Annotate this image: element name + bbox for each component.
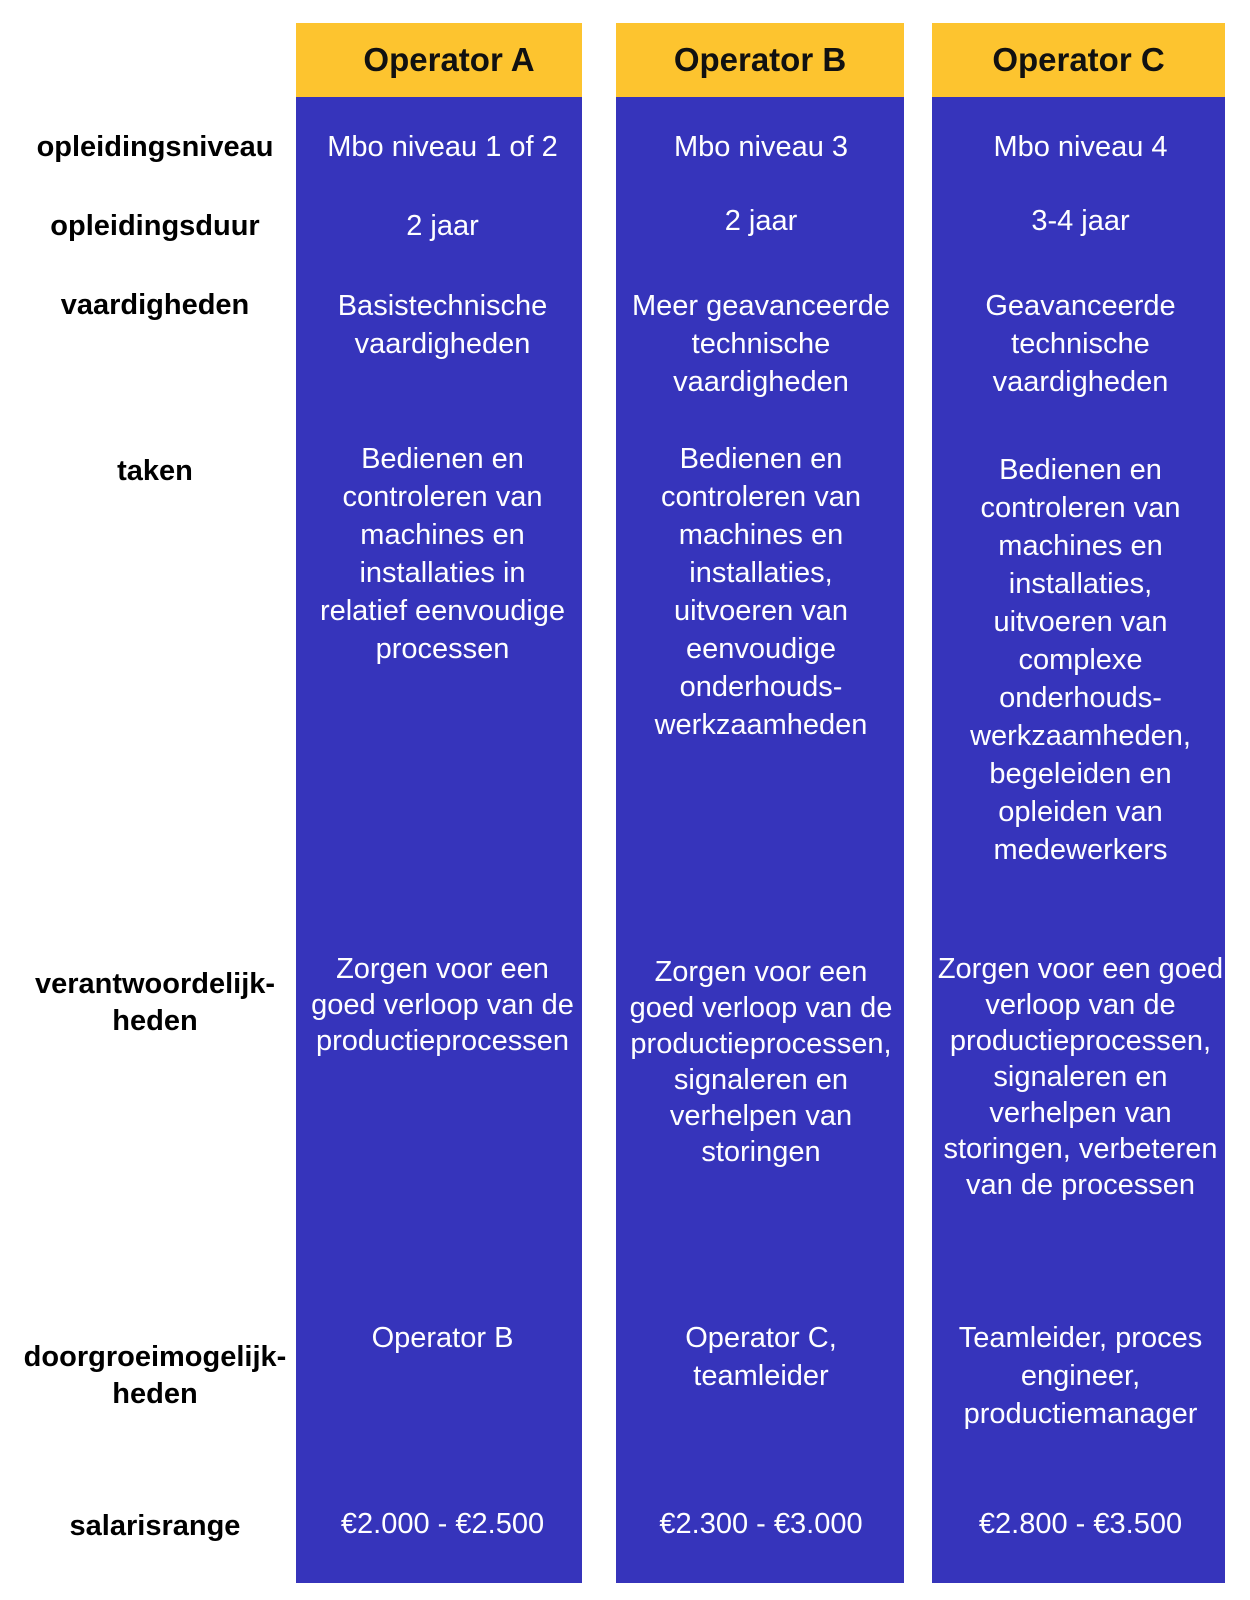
cell-verantwoordelijkheden-b: Zorgen voor een goed verloop van de productieprocessen, signaleren en verhelpen van storingen (629, 956, 893, 1168)
cell-taken-a: Bedienen en controleren van machines en installaties in relatief eenvoudige processen (319, 443, 566, 665)
header-operator-a: Operator A (296, 23, 582, 97)
cell-opleidingsduur-b: 2 jaar (724, 205, 798, 237)
cell-opleidingsniveau-a: Mbo niveau 1 of 2 (327, 131, 558, 163)
cell-opleidingsduur-a: 2 jaar (406, 210, 479, 242)
cell-vaardigheden-b: Meer geavanceerde technische vaardigheden (632, 290, 890, 398)
cell-salarisrange-b: €2.300 - €3.000 (659, 1508, 863, 1540)
cell-vaardigheden-a: Basistechnische vaardigheden (337, 290, 548, 360)
cell-taken-b: Bedienen en controleren van machines en installaties, uitvoeren van eenvoudige onderhouds- werkzaamheden (654, 443, 868, 741)
cell-doorgroei-a: Operator B (371, 1322, 514, 1354)
row-label-verantwoordelijkheden: verantwoordelijk- heden (34, 968, 276, 1037)
row-label-vaardigheden: vaardigheden (60, 289, 250, 321)
cell-verantwoordelijkheden-c: Zorgen voor een goed verloop van de productieprocessen, signaleren en verhelpen van storingen, verbeteren van de processen (937, 953, 1224, 1201)
cell-vaardigheden-c: Geavanceerde technische vaardigheden (985, 290, 1176, 398)
row-label-opleidingsduur: opleidingsduur (50, 210, 260, 242)
cell-salarisrange-c: €2.800 - €3.500 (978, 1508, 1183, 1540)
cell-opleidingsniveau-b: Mbo niveau 3 (673, 131, 849, 163)
cell-opleidingsduur-c: 3-4 jaar (1031, 205, 1130, 237)
cell-doorgroei-b: Operator C, teamleider (685, 1322, 837, 1392)
row-label-salarisrange: salarisrange (69, 1510, 241, 1542)
row-label-taken: taken (117, 455, 193, 487)
header-operator-b: Operator B (616, 23, 904, 97)
header-operator-c: Operator C (932, 23, 1225, 97)
cell-taken-c: Bedienen en controleren van machines en installaties, uitvoeren van complexe onderhouds- werkzaamheden, begeleiden en opleiden van medewerkers (970, 454, 1191, 866)
cell-salarisrange-a: €2.000 - €2.500 (340, 1508, 545, 1540)
cell-opleidingsniveau-c: Mbo niveau 4 (993, 131, 1168, 163)
cell-doorgroei-c: Teamleider, proces engineer, productiemanager (958, 1322, 1203, 1430)
row-label-doorgroeimogelijkheden: doorgroeimogelijk- heden (23, 1341, 287, 1410)
row-label-opleidingsniveau: opleidingsniveau (36, 131, 274, 163)
cell-verantwoordelijkheden-a: Zorgen voor een goed verloop van de productieprocessen (311, 953, 574, 1057)
